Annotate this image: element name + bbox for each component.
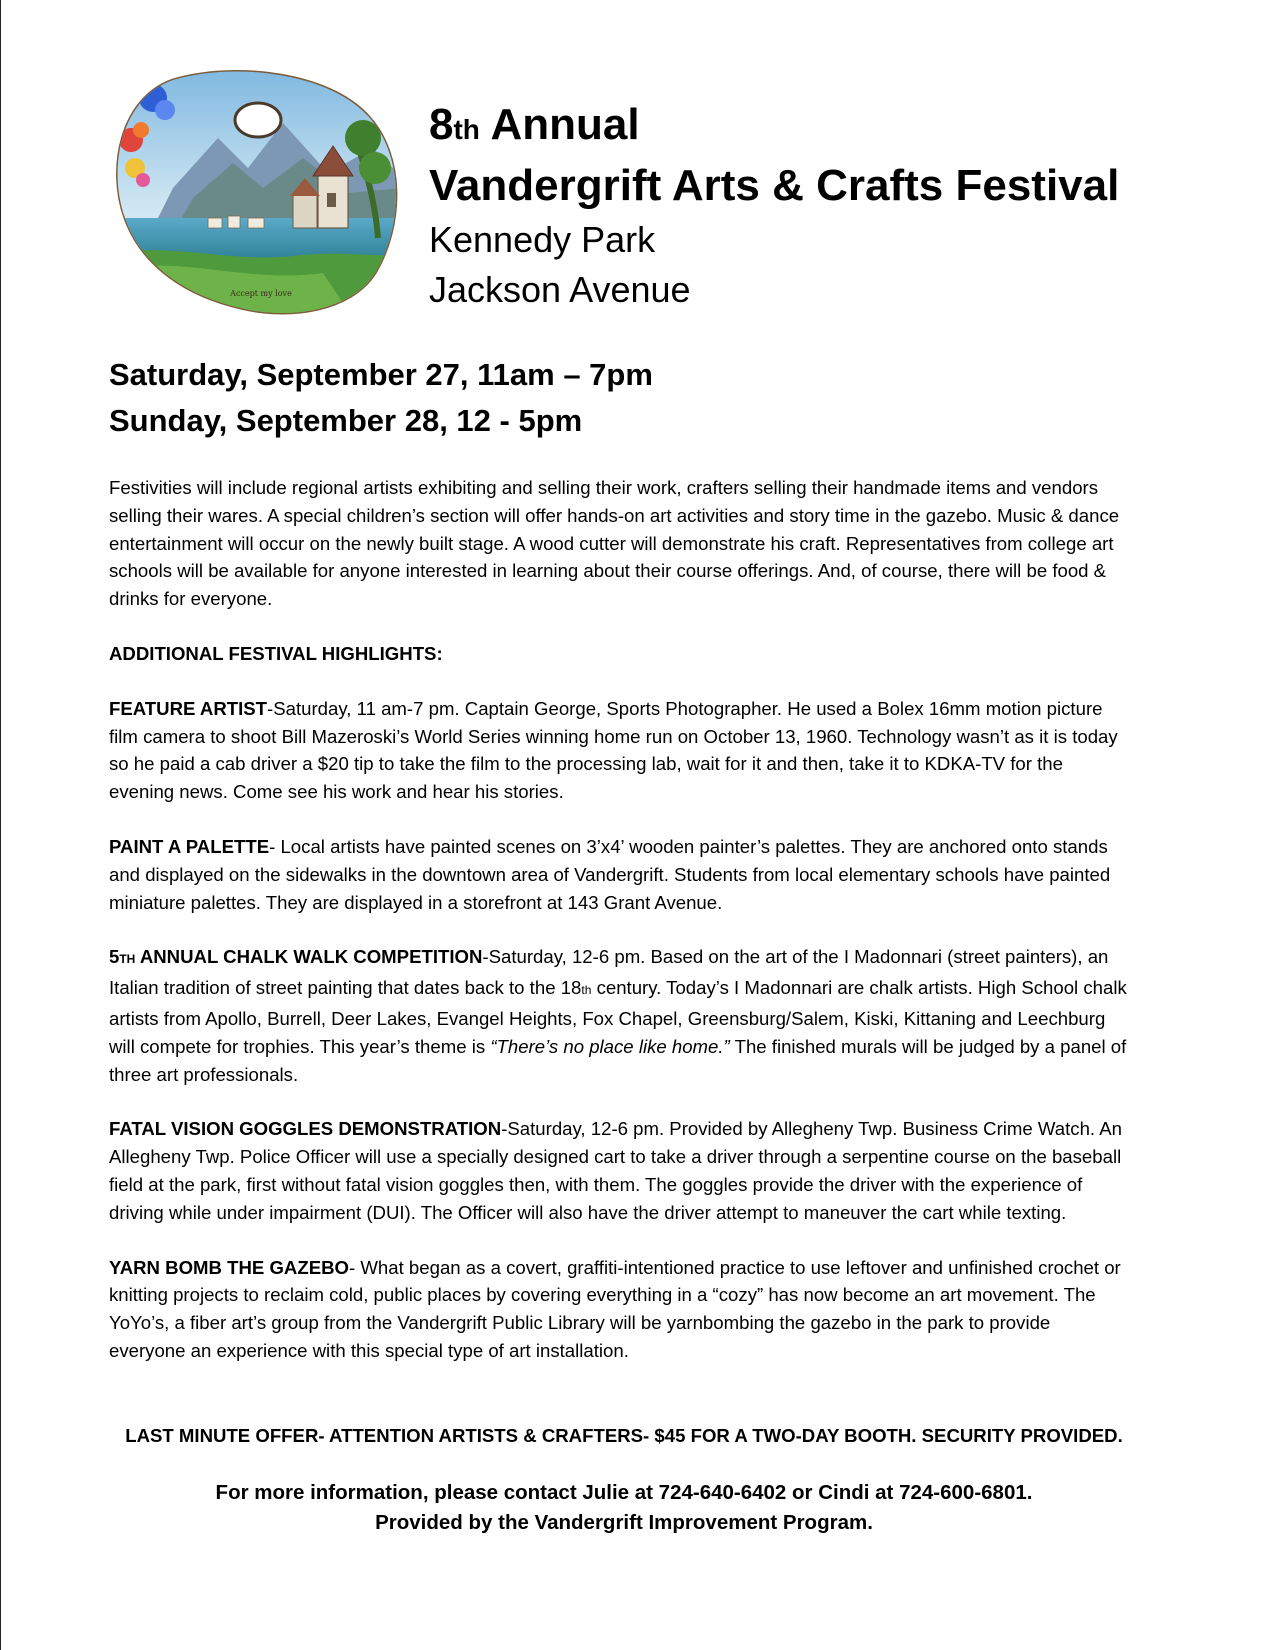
highlights-heading: ADDITIONAL FESTIVAL HIGHLIGHTS: xyxy=(109,642,443,664)
yarn-bomb-paragraph xyxy=(109,1254,1129,1365)
intro-paragraph: Festivities will include regional artists exhibiting and selling their work, crafters selling their handmade items and vendors selling their wares. A special children’s section will offer hands-on art activities and story time in the gazebo. Music & dance entertainment will occur on the newly built stage. A wood cutter will demonstrate his craft. Representatives from college art schools will be available for anyone interested in learning about their course offerings. And, of course, there will be food & drinks for everyone. xyxy=(109,477,1120,610)
chalk-walk-theme: “There’s no place like home.” xyxy=(490,1035,730,1057)
chalk-walk-label-rest: ANNUAL CHALK WALK COMPETITION xyxy=(135,946,483,968)
edition-heading xyxy=(429,98,1229,157)
sunday-date: Sunday, September 28, 12 - 5pm xyxy=(109,403,583,438)
location-street: Jackson Avenue xyxy=(429,269,691,310)
provided-by: Provided by the Vandergrift Improvement Program. xyxy=(375,1511,873,1534)
yarn-bomb-text: - What began as a covert, graffiti-intentioned practice to use leftover and unfinished crochet or knitting projects to reclaim cold, public places by covering everything in a “cozy” has now become an art movement. The YoYo’s, a fiber art’s group from the Vandergrift Public Library will be yarnbombing the gazebo in the park to provide everyone an experience with this special type of art installation. xyxy=(109,1256,1121,1361)
edition-number: 8 xyxy=(429,100,454,149)
flyer-body xyxy=(109,474,1129,1392)
feature-artist-label: FEATURE ARTIST xyxy=(109,697,268,719)
chalk-walk-text-sup: th xyxy=(581,983,592,998)
feature-artist-paragraph xyxy=(109,695,1129,806)
fatal-vision-label: FATAL VISION GOGGLES DEMONSTRATION xyxy=(109,1118,502,1140)
location-park: Kennedy Park xyxy=(429,219,656,260)
festival-dates xyxy=(109,352,653,444)
chalk-walk-label-suffix: TH xyxy=(119,952,136,967)
paint-palette-paragraph xyxy=(109,833,1129,916)
yarn-bomb-label: YARN BOMB THE GAZEBO xyxy=(109,1256,350,1278)
feature-artist-text: -Saturday, 11 am-7 pm. Captain George, Sports Photographer. He used a Bolex 16mm motion picture film camera to shoot Bill Mazeroski’s World Series winning home run on October 13, 1960. Technology wasn’t as it is today so he paid a cab driver a $20 tip to take the film to the processing lab, wait for it and then, take it to KDKA-TV for the evening news. Come see his work and hear his stories. xyxy=(109,697,1118,803)
paint-palette-text: - Local artists have painted scenes on 3’x4’ wooden painter’s palettes. They are anchored onto stands and displayed on the sidewalks in the downtown area of Vandergrift. Students from local elementary schools have painted miniature palettes. They are displayed in a storefront at 143 Grant Avenue. xyxy=(109,835,1111,913)
chalk-walk-label-num: 5 xyxy=(109,946,120,968)
fatal-vision-text: -Saturday, 12-6 pm. Provided by Allegheny Twp. Business Crime Watch. An Allegheny Twp. Police Officer will use a specially designed cart to take a driver through a serpentine course on the baseball field at the park, first without fatal vision goggles then, with them. The goggles provide the driver with the experience of driving while under impairment (DUI). The Officer will also have the driver attempt to maneuver the cart while texting. xyxy=(109,1118,1122,1223)
saturday-date: Saturday, September 27, 11am – 7pm xyxy=(109,357,653,392)
chalk-walk-text-3: The finished murals will be judged by a panel of three art professionals. xyxy=(109,1035,1127,1085)
title-block xyxy=(429,98,1229,315)
paint-palette-label: PAINT A PALETTE xyxy=(109,835,270,857)
edition-suffix: th xyxy=(453,114,480,145)
contact-info: For more information, please contact Julie at 724-640-6402 or Cindi at 724-600-6801. xyxy=(215,1481,1033,1504)
fatal-vision-paragraph xyxy=(109,1115,1129,1226)
chalk-walk-text-2: century. Today’s I Madonnari are chalk artists. High School chalk artists from Apollo, Burrell, Deer Lakes, Evangel Heights, Fox Chapel, Greensburg/Salem, Kiski, Kittaning and Leechburg will compete for trophies. This year’s theme is xyxy=(109,977,1127,1057)
painters-palette-image xyxy=(113,68,403,318)
chalk-walk-label xyxy=(109,946,482,967)
footer xyxy=(109,1478,1139,1538)
edition-word: Annual xyxy=(490,100,640,149)
last-minute-offer: LAST MINUTE OFFER- ATTENTION ARTISTS & CRAFTERS- $45 FOR A TWO-DAY BOOTH. SECURITY PROVIDED. xyxy=(125,1425,1123,1446)
chalk-walk-text-1: -Saturday, 12-6 pm. Based on the art of the I Madonnari (street painters), an Italian tradition of street painting that dates back to the 18 xyxy=(109,946,1109,999)
festival-title: Vandergrift Arts & Crafts Festival xyxy=(429,161,1120,210)
palette-caption: Accept my love xyxy=(230,289,292,298)
chalk-walk-paragraph xyxy=(109,943,1129,1088)
